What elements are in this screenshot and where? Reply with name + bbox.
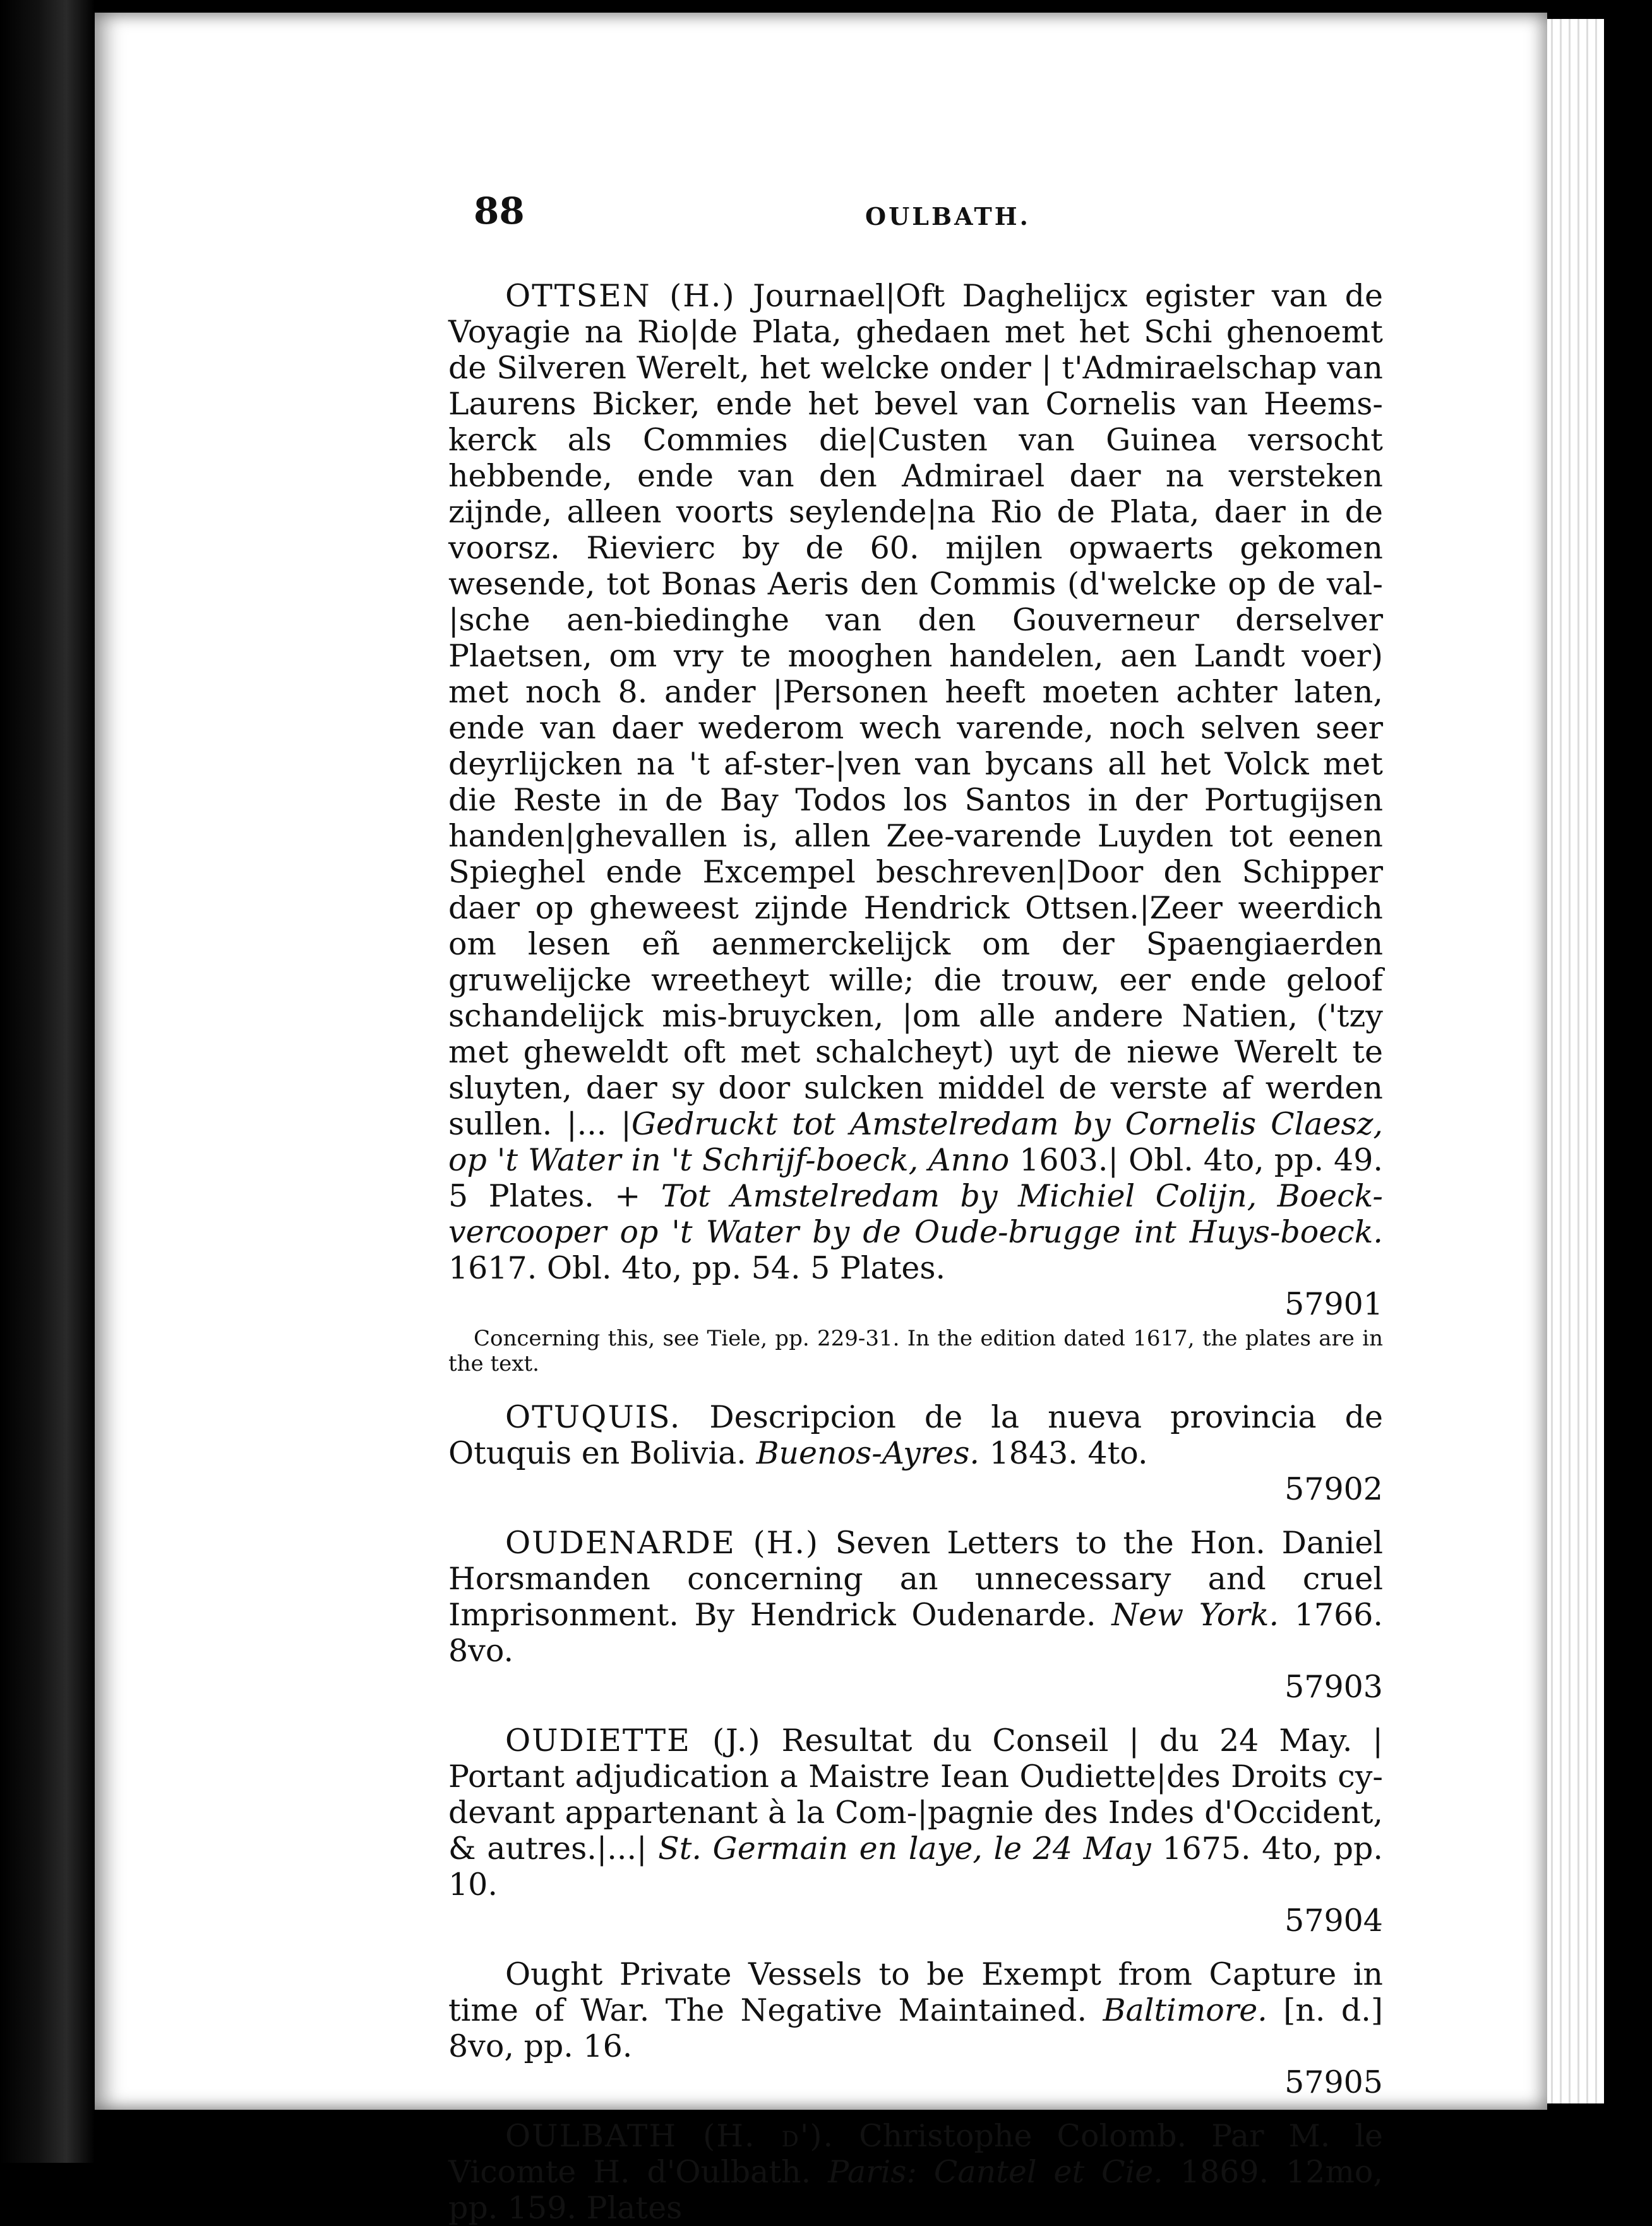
page-body	[448, 278, 1383, 2226]
entry-oudenarde	[448, 1525, 1383, 1705]
entry-imprint: Buenos-Ayres.	[756, 1435, 980, 1471]
entry-otuquis	[448, 1399, 1383, 1507]
page-number: 88	[474, 190, 525, 232]
entry-tail: 1766. 8vo.	[448, 1597, 1383, 1669]
entry-number: 57903	[1284, 1669, 1383, 1705]
entry-ottsen	[448, 278, 1383, 1322]
entry-heading: OULBATH (H. d').	[505, 2118, 835, 2154]
entry-number: 57902	[1284, 1471, 1383, 1507]
entry-text: Resultat du Conseil | du 24 May. | Portant adjudication a Maistre Iean Oudiette|des Droits cy-devant appartenant à la Com-|pagnie des Indes d'Occident, & autres.|...|	[448, 1723, 1383, 1867]
entry-text: Ought Private Vessels to be Exempt from Capture in time of War. The Negative Maintained.	[448, 1956, 1383, 2028]
page-edge	[1547, 19, 1604, 2103]
running-head: OULBATH.	[865, 202, 1031, 231]
entry-number: 57905	[1284, 2064, 1383, 2100]
entry-tail: 1603.| Obl. 4to, pp. 49. 5 Plates. +	[448, 1142, 1383, 1214]
entry-tail: 1675. 4to, pp. 10.	[448, 1831, 1383, 1903]
entry-note: Concerning this, see Tiele, pp. 229-31. In the edition dated 1617, the plates are in the text.	[448, 1326, 1383, 1376]
page-header	[373, 190, 1383, 240]
entry-imprint: New York.	[1111, 1597, 1279, 1633]
entry-imprint: Paris: Cantel et Cie.	[828, 2154, 1163, 2190]
entry-heading: OUDIETTE (J.)	[505, 1723, 762, 1759]
entry-text: Descripcion de la nueva provincia de Otuquis en Bolivia.	[448, 1399, 1383, 1471]
scan-left-border	[0, 0, 95, 2163]
entry-ought-private-vessels	[448, 1956, 1383, 2100]
entry-number: 57904	[1284, 1903, 1383, 1939]
entry-oulbath	[448, 2118, 1383, 2226]
entry-oudiette	[448, 1723, 1383, 1939]
entry-text: Journael|Oft Daghelijcx egister van de Voyagie na Rio|de Plata, ghedaen met het Schi ghenoemt de Silveren Werelt, het welcke onder | t'Admiraelschap van Laurens Bicker, ende het bevel van Cornelis van Heems-kerck als Commies die|Custen van Guinea versocht hebbende, ende van den Admirael daer na versteken zijnde, alleen voorts seylende|na Rio de Plata, daer in de voorsz. Rievierc by de 60. mijlen opwaerts gekomen wesende, tot Bonas Aeris den Commis (d'welcke op de val-|sche aen-biedinghe van den Gouverneur derselver Plaetsen, om vry te mooghen handelen, aen Landt voer) met noch 8. ander |Personen heeft moeten achter laten, ende van daer wederom wech varende, noch selven seer deyrlijcken na 't af-ster-|ven van bycans all het Volck met die Reste in de Bay Todos los Santos in der Portugijsen handen|ghevallen is, allen Zee-varende Luyden tot eenen Spieghel ende Excempel beschreven|Door den Schipper daer op gheweest zijnde Hendrick Ottsen.|Zeer weerdich om lesen eñ aenmerckelijck om der Spaengiaerden gruwelijcke wreetheyt wille; die trouw, eer ende geloof schandelijck mis-bruycken, |om alle andere Natien, ('tzy met gheweldt oft met schalcheyt) uyt de niewe Werelt te sluyten, daer sy door sulcken middel de verste af werden sullen. |... |	[448, 278, 1383, 1142]
entry-tail: [n. d.] 8vo, pp. 16.	[448, 1992, 1383, 2064]
entry-text: Seven Letters to the Hon. Daniel Horsmanden concerning an unnecessary and cruel Imprisonment. By Hendrick Oudenarde.	[448, 1525, 1383, 1633]
entry-number: 57901	[1284, 1286, 1383, 1322]
entry-heading: OTTSEN (H.)	[505, 278, 736, 314]
entry-text: Christophe Colomb. Par M. le Vicomte H. d'Oulbath.	[448, 2118, 1383, 2190]
entry-imprint: Gedruckt tot Amstelredam by Cornelis Claesz, op 't Water in 't Schrijf-boeck, Anno	[448, 1106, 1383, 1178]
scan-right-border	[1604, 0, 1652, 2163]
entry-heading: OUDENARDE (H.)	[505, 1525, 820, 1561]
entry-imprint-2: Tot Amstelredam by Michiel Colijn, Boeck-vercooper op 't Water by de Oude-brugge int Huys-boeck.	[448, 1178, 1383, 1250]
entry-imprint: St. Germain en laye, le 24 May	[658, 1831, 1151, 1867]
entry-imprint: Baltimore.	[1103, 1992, 1267, 2028]
entry-heading: OTUQUIS.	[505, 1399, 681, 1435]
entry-tail-2: 1617. Obl. 4to, pp. 54. 5 Plates.	[448, 1250, 946, 1286]
entry-tail: 1843. 4to.	[979, 1435, 1148, 1471]
entry-tail: 1869. 12mo, pp. 159. Plates	[448, 2154, 1383, 2226]
